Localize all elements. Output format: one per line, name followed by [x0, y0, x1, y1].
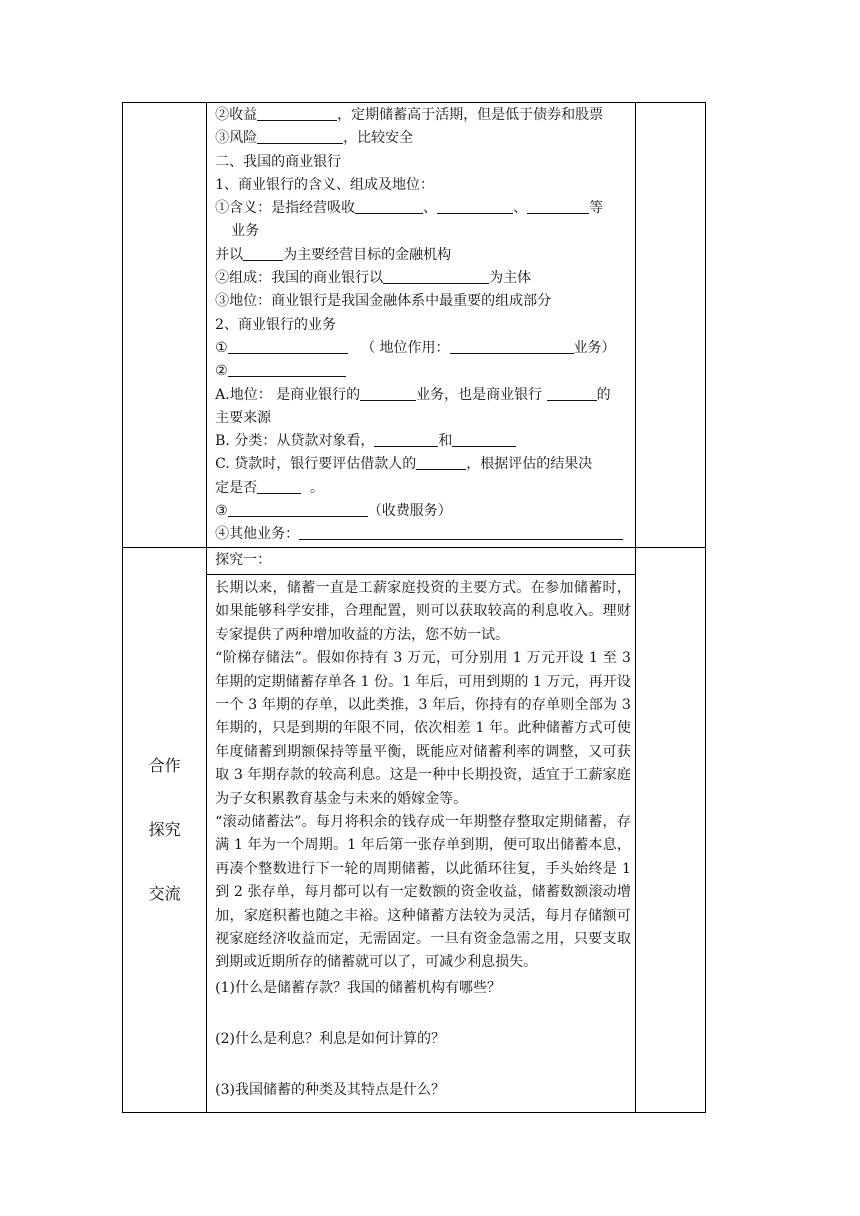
text-line: ②收益 ，定期储蓄高于活期，但是低于债券和股票	[215, 107, 604, 123]
worksheet-table	[122, 102, 706, 1113]
section-label: 合作 探究 交流	[148, 755, 181, 903]
reading-paragraph: “阶梯存储法”。假如你持有 3 万元，可分别用 1 万元开设 1 至 3 年期的定期储蓄存单各 1 份。1 年后，可用到期的 1 万元，再开设一个 3 年期的存单，以此类推，3 年后，你持有的存单则全部为 3 年期的，只是到期的年限不同，依次相差 1 年。此种储蓄方式可使年度储蓄到期额保持等量平衡，既能应对储蓄利率的调整，又可获取 3 年期存款的较高利息。这是一种中长期投资，适宜于工薪家庭为子女积累教育基金与未来的婚嫁金等。	[215, 650, 631, 807]
row2-label-cell	[123, 547, 207, 1112]
reading-paragraph: “滚动储蓄法”。每月将积余的钱存成一年期整存整取定期储蓄，存满 1 年为一个周期。1 年后第一张存单到期，便可取出储蓄本息，再凑个整数进行下一轮的周期储蓄，以此循环往复，手头始终是 1 到 2 张存单，每月都可以有一定数额的资金收益，储蓄数额滚动增加，家庭积蓄也随之丰裕。这种储蓄方法较为灵活，每月存储额可视家庭经济收益而定，无需固定。一旦有资金急需之用，只要支取到期或近期所存的储蓄就可以了，可减少利息损失。	[215, 814, 631, 971]
divider	[207, 574, 635, 575]
row2-content-cell	[207, 547, 636, 1112]
table-row	[123, 547, 706, 1112]
text-line: ③地位：商业银行是我国金融体系中最重要的组成部分	[215, 293, 552, 310]
row1-notes-cell	[635, 103, 705, 548]
text-line: ① （ 地位作用： 业务）	[215, 339, 616, 356]
question-2: (2)什么是利息？利息是如何计算的？	[215, 1030, 445, 1047]
text-line: C. 贷款时，银行要评估借款人的 ，根据评估的结果决	[215, 456, 593, 473]
text-line: ③风险 ，比较安全	[215, 130, 414, 147]
section-heading: 二、我国的商业银行	[215, 153, 342, 170]
text-line: 2、商业银行的业务	[215, 316, 337, 333]
question-3: (3)我国储蓄的种类及其特点是什么？	[215, 1081, 445, 1098]
row1-content-cell	[207, 103, 636, 548]
text-line: ①含义：是指经营吸收 、 、 等	[215, 200, 604, 217]
question-1: (1)什么是储蓄存款？我国的储蓄机构有哪些？	[215, 979, 501, 996]
text-line: 业务	[231, 223, 260, 240]
text-line: A.地位： 是商业银行的 业务，也是商业银行 的	[215, 386, 611, 403]
text-line: 1、商业银行的含义、组成及地位：	[215, 176, 435, 193]
text-line: 主要来源	[215, 409, 272, 426]
row2-notes-cell	[635, 547, 705, 1112]
table-row	[123, 103, 706, 548]
text-line: ③ （收费服务）	[215, 503, 452, 520]
text-line: 并以 为主要经营目标的金融机构	[215, 246, 452, 263]
text-line: 定是否 。	[215, 479, 325, 496]
text-line: B. 分类：从贷款对象看， 和	[215, 430, 631, 453]
text-line: ④其他业务：	[215, 523, 631, 546]
inquiry-heading: 探究一：	[215, 551, 272, 568]
text-line: ②组成：我国的商业银行以 为主体	[215, 270, 532, 287]
reading-paragraph: 长期以来，储蓄一直是工薪家庭投资的主要方式。在参加储蓄时，如果能够科学安排，合理配置，则可以获取较高的利息收入。理财专家提供了两种增加收益的方法，您不妨一试。	[215, 579, 631, 643]
row1-label-cell	[123, 103, 207, 548]
text-line: ②	[215, 360, 631, 383]
